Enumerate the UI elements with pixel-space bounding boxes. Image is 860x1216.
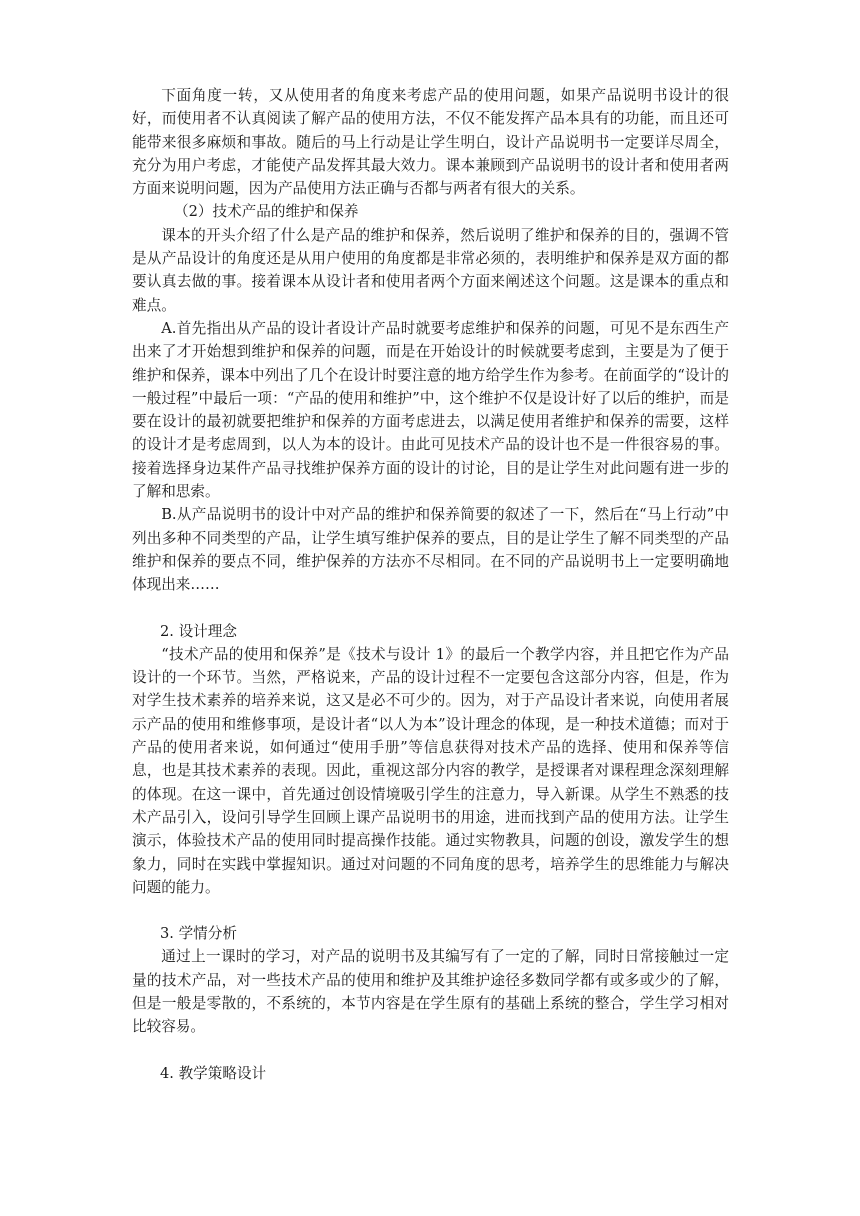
paragraph-point-b: B.从产品说明书的设计中对产品的维护和保养简要的叙述了一下，然后在“马上行动”中列出多种不同类型的产品，让学生填写维护保养的要点，目的是让学生了解不同类型的产品维护和保养的要点不同，维护保养的方法亦不尽相同。在不同的产品说明书上一定要明确地体现出来…… xyxy=(132,506,729,594)
paragraph-product-usage: 下面角度一转，又从使用者的角度来考虑产品的使用问题，如果产品说明书设计的很好，而使用者不认真阅读了解产品的使用方法，不仅不能发挥产品本具有的功能，而且还可能带来很多麻烦和事故。随后的马上行动是让学生明白，设计产品说明书一定要详尽周全，充分为用户考虑，才能使产品发挥其最大效力。课本兼顾到产品说明书的设计者和使用者两方面来说明问题，因为产品使用方法正确与否都与两者有很大的关系。 xyxy=(132,87,729,198)
section-heading-learner-analysis: 3. 学情分析 xyxy=(160,925,237,943)
section-heading-design-concept: 2. 设计理念 xyxy=(160,622,237,640)
document-page xyxy=(132,84,729,1085)
paragraph-design-concept: “技术产品的使用和保养”是《技术与设计 1》的最后一个教学内容，并且把它作为产品设计的一个环节。当然，严格说来，产品的设计过程不一定要包含这部分内容，但是，作为对学生技术素养的培养来说，这又是必不可少的。因为，对于产品设计者来说，向使用者展示产品的使用和维修事项，是设计者“以人为本”设计理念的体现，是一种技术道德；而对于产品的使用者来说，如何通过“使用手册”等信息获得对技术产品的选择、使用和保养等信息，也是其技术素养的表现。因此，重视这部分内容的教学，是授课者对课程理念深刻理解的体现。在这一课中，首先通过创设情境吸引学生的注意力，导入新课。从学生不熟悉的技术产品引入，设问引导学生回顾上课产品说明书的用途，进而找到产品的使用方法。让学生演示，体验技术产品的使用同时提高操作技能。通过实物教具，问题的创设，激发学生的想象力，同时在实践中掌握知识。通过对问题的不同角度的思考，培养学生的思维能力与解决问题的能力。 xyxy=(132,645,729,896)
subheading-maintenance: （2）技术产品的维护和保养 xyxy=(174,203,359,221)
section-gap xyxy=(132,597,729,620)
paragraph-point-a: A.首先指出从产品的设计者设计产品时就要考虑维护和保养的问题，可见不是东西生产出来了才开始想到维护和保养的问题，而是在开始设计的时候就要考虑到，主要是为了便于维护和保养，课本中列出了几个在设计时要注意的地方给学生作为参考。在前面学的“设计的一般过程”中最后一项：“产品的使用和维护”中，这个维护不仅是设计好了以后的维护，而是要在设计的最初就要把维护和保养的方面考虑进去，以满足使用者维护和保养的需要，这样的设计才是考虑周到，以人为本的设计。由此可见技术产品的设计也不是一件很容易的事。接着选择身边某件产品寻找维护保养方面的设计的讨论，目的是让学生对此问题有进一步的了解和思索。 xyxy=(132,319,729,501)
paragraph-maintenance-intro: 课本的开头介绍了什么是产品的维护和保养，然后说明了维护和保养的目的，强调不管是从产品设计的角度还是从用户使用的角度都是非常必须的，表明维护和保养是双方面的都要认真去做的事。接着课本从设计者和使用者两个方面来阐述这个问题。这是课本的重点和难点。 xyxy=(132,226,729,314)
section-gap xyxy=(132,899,729,922)
section-gap xyxy=(132,1039,729,1062)
paragraph-learner-analysis: 通过上一课时的学习，对产品的说明书及其编写有了一定的了解，同时日常接触过一定量的技术产品，对一些技术产品的使用和维护及其维护途径多数同学都有或多或少的了解，但是一般是零散的，不系统的，本节内容是在学生原有的基础上系统的整合，学生学习相对比较容易。 xyxy=(132,948,729,1036)
section-heading-teaching-strategy: 4. 教学策略设计 xyxy=(160,1064,267,1082)
